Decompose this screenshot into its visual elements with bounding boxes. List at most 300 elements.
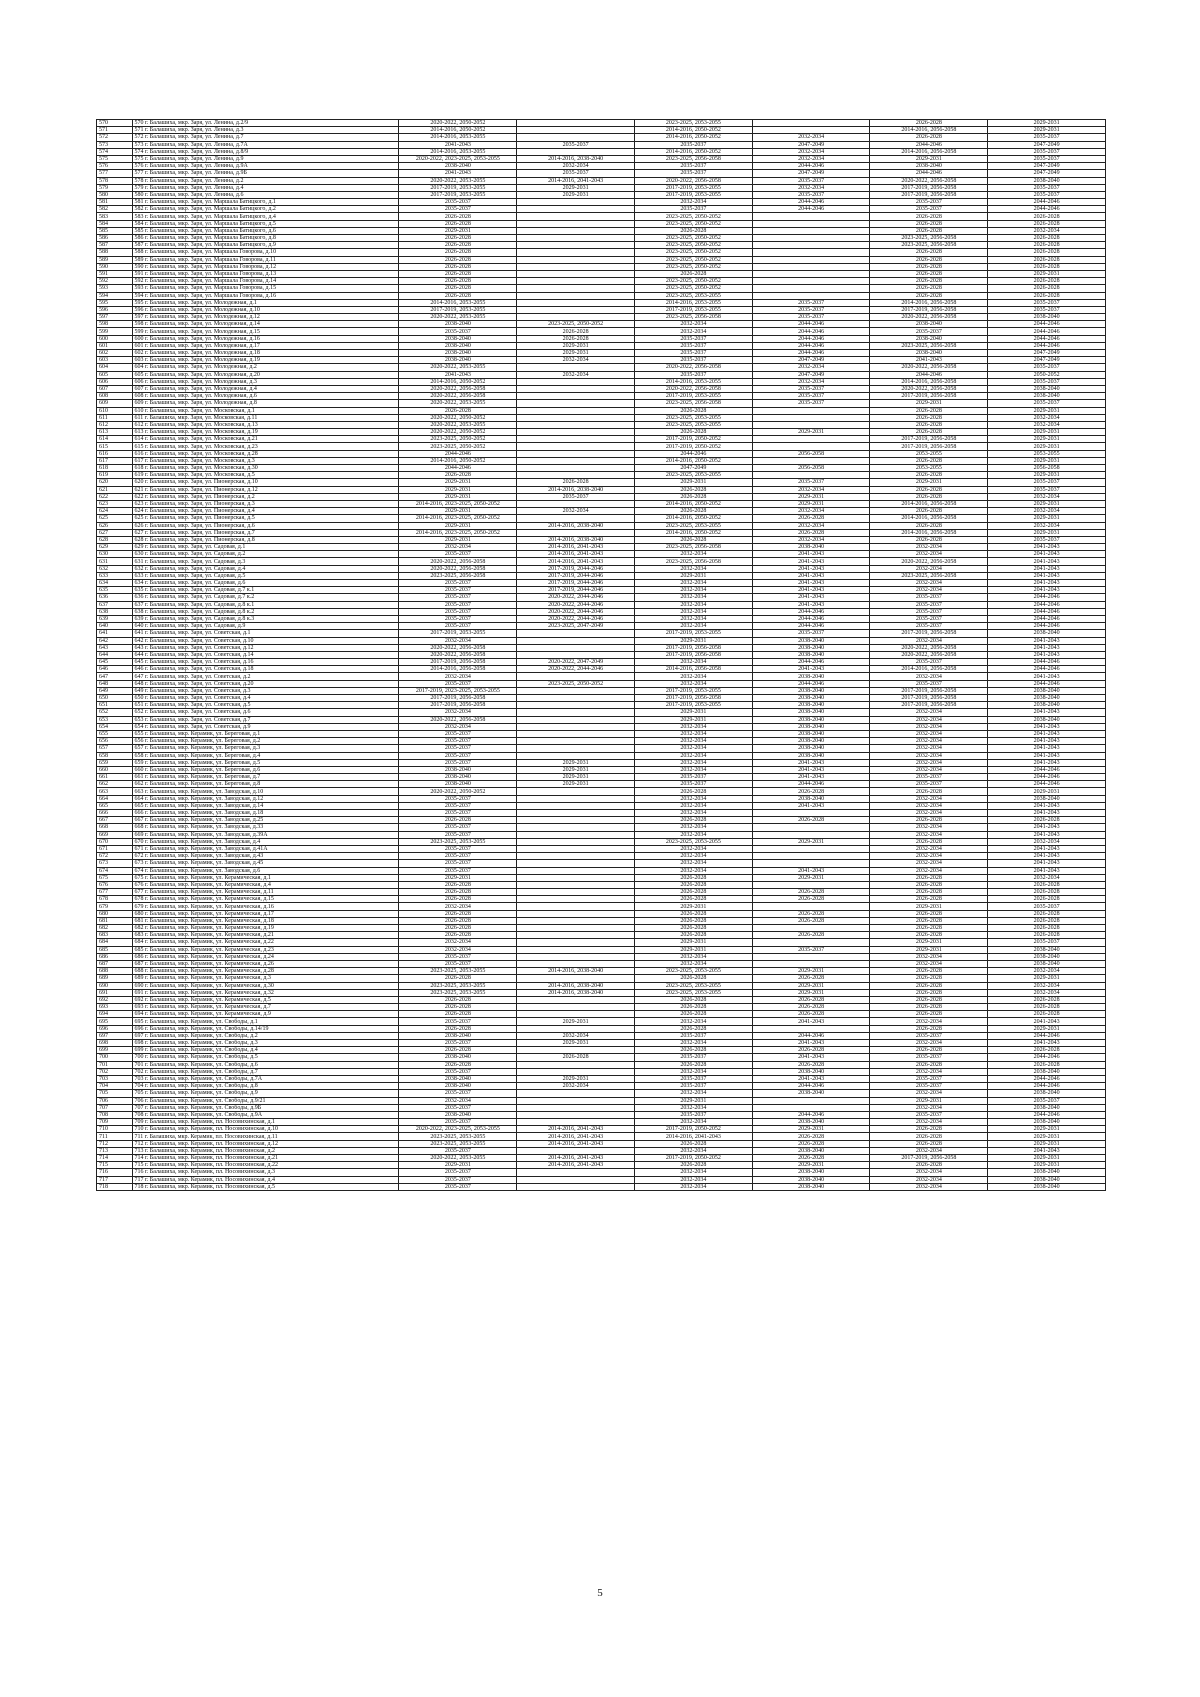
date-cell: 2029-2031 (870, 939, 988, 946)
date-cell: 2044-2046 (752, 321, 870, 328)
date-cell: 2041-2043 (988, 551, 1106, 558)
date-cell: 2038-2040 (752, 637, 870, 644)
date-cell: 2035-2037 (870, 659, 988, 666)
date-cell (752, 472, 870, 479)
table-row (97, 845, 1106, 852)
table-row (97, 544, 1106, 551)
date-cell: 2035-2037 (870, 615, 988, 622)
date-cell (517, 127, 635, 134)
date-cell: 2014-2016, 2056-2058 (634, 666, 752, 673)
date-cell: 2035-2037 (399, 759, 517, 766)
row-number-cell: 713 (97, 1147, 133, 1154)
date-cell: 2017-2019, 2056-2058 (399, 695, 517, 702)
date-cell: 2038-2040 (870, 335, 988, 342)
date-cell: 2032-2034 (752, 184, 870, 191)
date-cell: 2026-2028 (988, 256, 1106, 263)
date-cell (752, 903, 870, 910)
date-cell: 2038-2040 (988, 1169, 1106, 1176)
table-row (97, 817, 1106, 824)
address-cell: 604 г. Балашиха, мкр. Заря, ул. Молодежная, д.2 (132, 364, 399, 371)
date-cell: 2023-2025, 2056-2058 (634, 558, 752, 565)
date-cell: 2014-2016, 2050-2052 (399, 378, 517, 385)
date-cell: 2026-2028 (752, 1047, 870, 1054)
date-cell: 2017-2019, 2056-2058 (870, 443, 988, 450)
row-number-cell: 596 (97, 306, 133, 313)
date-cell (517, 385, 635, 392)
date-cell: 2047-2049 (752, 141, 870, 148)
date-cell (752, 227, 870, 234)
date-cell: 2041-2043 (988, 802, 1106, 809)
date-cell: 2032-2034 (870, 1068, 988, 1075)
date-cell (752, 953, 870, 960)
row-number-cell: 678 (97, 896, 133, 903)
date-cell: 2035-2037 (870, 328, 988, 335)
row-number-cell: 630 (97, 551, 133, 558)
address-cell: 669 г. Балашиха, мкр. Керамик, ул. Заводская, д.39А (132, 831, 399, 838)
row-number-cell: 598 (97, 321, 133, 328)
date-cell: 2035-2037 (870, 1083, 988, 1090)
table-row (97, 155, 1106, 162)
address-cell: 691 г. Балашиха, мкр. Керамик, ул. Керамическая, д.32 (132, 989, 399, 996)
date-cell: 2035-2037 (634, 1054, 752, 1061)
row-number-cell: 679 (97, 903, 133, 910)
row-number-cell: 589 (97, 256, 133, 263)
table-row (97, 608, 1106, 615)
date-cell: 2029-2031 (399, 508, 517, 515)
date-cell: 2035-2037 (634, 371, 752, 378)
date-cell (517, 235, 635, 242)
date-cell: 2038-2040 (399, 1111, 517, 1118)
date-cell: 2032-2034 (634, 328, 752, 335)
date-cell: 2041-2043 (988, 831, 1106, 838)
row-number-cell: 674 (97, 867, 133, 874)
address-cell: 648 г. Балашиха, мкр. Заря, ул. Советская, д.20 (132, 680, 399, 687)
address-cell: 620 г. Балашиха, мкр. Заря, ул. Пионерская, д.10 (132, 479, 399, 486)
date-cell: 2035-2037 (399, 608, 517, 615)
address-cell: 589 г. Балашиха, мкр. Заря, ул. Маршала Говорова, д.11 (132, 256, 399, 263)
date-cell: 2026-2028 (399, 975, 517, 982)
date-cell: 2038-2040 (399, 342, 517, 349)
date-cell: 2035-2037 (752, 314, 870, 321)
table-row (97, 256, 1106, 263)
address-cell: 657 г. Балашиха, мкр. Керамик, ул. Береговая, д.3 (132, 745, 399, 752)
date-cell: 2014-2016, 2053-2055 (634, 378, 752, 385)
address-cell: 655 г. Балашиха, мкр. Керамик, ул. Береговая, д.1 (132, 730, 399, 737)
date-cell: 2026-2028 (870, 220, 988, 227)
date-cell (752, 853, 870, 860)
date-cell: 2035-2037 (399, 1018, 517, 1025)
date-cell (517, 1111, 635, 1118)
date-cell: 2017-2019, 2056-2058 (634, 651, 752, 658)
date-cell: 2017-2019, 2056-2058 (870, 393, 988, 400)
date-cell: 2029-2031 (988, 529, 1106, 536)
date-cell: 2044-2046 (752, 328, 870, 335)
date-cell: 2041-2043 (752, 766, 870, 773)
date-cell: 2044-2046 (399, 450, 517, 457)
date-cell: 2041-2043 (399, 170, 517, 177)
address-cell: 610 г. Балашиха, мкр. Заря, ул. Московская, д.1 (132, 407, 399, 414)
date-cell (752, 824, 870, 831)
date-cell: 2032-2034 (988, 982, 1106, 989)
date-cell: 2032-2034 (870, 745, 988, 752)
date-cell: 2023-2025, 2053-2055 (399, 1140, 517, 1147)
date-cell: 2035-2037 (752, 385, 870, 392)
address-cell: 632 г. Балашиха, мкр. Заря, ул. Садовая, д.4 (132, 565, 399, 572)
table-row (97, 953, 1106, 960)
date-cell (752, 414, 870, 421)
row-number-cell: 716 (97, 1169, 133, 1176)
row-number-cell: 653 (97, 716, 133, 723)
date-cell: 2014-2016, 2041-2043 (517, 544, 635, 551)
table-row (97, 1075, 1106, 1082)
date-cell: 2035-2037 (399, 1119, 517, 1126)
date-cell: 2035-2037 (399, 831, 517, 838)
table-row (97, 709, 1106, 716)
address-cell: 639 г. Балашиха, мкр. Заря, ул. Садовая, д.8 к.3 (132, 615, 399, 622)
date-cell: 2032-2034 (870, 953, 988, 960)
row-number-cell: 708 (97, 1111, 133, 1118)
date-cell: 2041-2043 (752, 774, 870, 781)
date-cell: 2041-2043 (988, 759, 1106, 766)
date-cell: 2014-2016, 2041-2043 (517, 1140, 635, 1147)
date-cell: 2032-2034 (752, 148, 870, 155)
date-cell: 2026-2028 (752, 1004, 870, 1011)
date-cell: 2026-2028 (399, 910, 517, 917)
date-cell: 2029-2031 (988, 457, 1106, 464)
date-cell: 2029-2031 (399, 522, 517, 529)
row-number-cell: 637 (97, 601, 133, 608)
date-cell: 2044-2046 (988, 1054, 1106, 1061)
table-row (97, 1133, 1106, 1140)
table-row (97, 630, 1106, 637)
table-row (97, 781, 1106, 788)
table-row (97, 903, 1106, 910)
date-cell: 2026-2028 (870, 285, 988, 292)
date-cell: 2029-2031 (634, 939, 752, 946)
address-cell: 667 г. Балашиха, мкр. Керамик, ул. Заводская, д.25 (132, 817, 399, 824)
date-cell: 2035-2037 (634, 774, 752, 781)
address-cell: 686 г. Балашиха, мкр. Керамик, ул. Керамическая, д.24 (132, 953, 399, 960)
address-cell: 717 г. Балашиха, мкр. Керамик, пл. Носовихинская, д.4 (132, 1176, 399, 1183)
table-row (97, 407, 1106, 414)
address-cell: 623 г. Балашиха, мкр. Заря, ул. Пионерская, д.3 (132, 500, 399, 507)
table-row (97, 314, 1106, 321)
date-cell: 2023-2025, 2050-2052 (634, 285, 752, 292)
date-cell: 2044-2046 (752, 1111, 870, 1118)
row-number-cell: 677 (97, 889, 133, 896)
row-number-cell: 680 (97, 910, 133, 917)
date-cell: 2014-2016, 2038-2040 (517, 155, 635, 162)
date-cell: 2026-2028 (634, 1011, 752, 1018)
date-cell: 2035-2037 (752, 177, 870, 184)
date-cell: 2026-2028 (634, 407, 752, 414)
date-cell: 2014-2016, 2050-2052 (634, 529, 752, 536)
address-cell: 659 г. Балашиха, мкр. Керамик, ул. Береговая, д.5 (132, 759, 399, 766)
address-cell: 603 г. Балашиха, мкр. Заря, ул. Молодежная, д.19 (132, 357, 399, 364)
row-number-cell: 610 (97, 407, 133, 414)
date-cell: 2035-2037 (988, 903, 1106, 910)
row-number-cell: 649 (97, 687, 133, 694)
date-cell: 2035-2037 (988, 536, 1106, 543)
date-cell: 2029-2031 (517, 342, 635, 349)
date-cell: 2014-2016, 2038-2040 (517, 486, 635, 493)
date-cell (517, 206, 635, 213)
date-cell (517, 889, 635, 896)
date-cell: 2032-2034 (634, 199, 752, 206)
date-cell: 2026-2028 (634, 996, 752, 1003)
row-number-cell: 626 (97, 522, 133, 529)
address-cell: 682 г. Балашиха, мкр. Керамик, ул. Керамическая, д.19 (132, 925, 399, 932)
row-number-cell: 669 (97, 831, 133, 838)
row-number-cell: 712 (97, 1140, 133, 1147)
row-number-cell: 668 (97, 824, 133, 831)
date-cell: 2026-2028 (988, 249, 1106, 256)
date-cell: 2026-2028 (870, 457, 988, 464)
date-cell: 2017-2019, 2053-2055 (399, 630, 517, 637)
date-cell: 2035-2037 (399, 615, 517, 622)
date-cell: 2029-2031 (988, 788, 1106, 795)
date-cell (517, 443, 635, 450)
address-cell: 650 г. Балашиха, мкр. Заря, ул. Советская, д.4 (132, 695, 399, 702)
table-row (97, 831, 1106, 838)
address-cell: 711 г. Балашиха, мкр. Керамик, пл. Носовихинская, д.11 (132, 1133, 399, 1140)
date-cell: 2026-2028 (988, 213, 1106, 220)
date-cell (517, 673, 635, 680)
table-row (97, 853, 1106, 860)
table-row (97, 393, 1106, 400)
date-cell (517, 1119, 635, 1126)
date-cell: 2026-2028 (634, 788, 752, 795)
date-cell (517, 364, 635, 371)
date-cell (517, 256, 635, 263)
date-cell: 2026-2028 (752, 515, 870, 522)
date-cell: 2035-2037 (634, 163, 752, 170)
date-cell: 2026-2028 (870, 975, 988, 982)
address-cell: 586 г. Балашиха, мкр. Заря, ул. Маршала Батицкого, д.8 (132, 235, 399, 242)
table-row (97, 235, 1106, 242)
date-cell: 2035-2037 (399, 601, 517, 608)
date-cell (517, 716, 635, 723)
address-cell: 642 г. Балашиха, мкр. Заря, ул. Советская, д.10 (132, 637, 399, 644)
table-row (97, 1169, 1106, 1176)
date-cell: 2056-2058 (752, 465, 870, 472)
date-cell (517, 515, 635, 522)
date-cell: 2041-2043 (988, 651, 1106, 658)
date-cell: 2032-2034 (399, 946, 517, 953)
date-cell (752, 845, 870, 852)
date-cell: 2038-2040 (988, 687, 1106, 694)
date-cell: 2041-2043 (752, 1040, 870, 1047)
date-cell: 2029-2031 (517, 781, 635, 788)
row-number-cell: 642 (97, 637, 133, 644)
date-cell: 2026-2028 (870, 522, 988, 529)
date-cell: 2026-2028 (870, 256, 988, 263)
table-row (97, 400, 1106, 407)
date-cell: 2032-2034 (634, 1104, 752, 1111)
date-cell (517, 120, 635, 127)
date-cell: 2044-2046 (399, 465, 517, 472)
date-cell: 2041-2043 (752, 565, 870, 572)
address-cell: 575 г. Балашиха, мкр. Заря, ул. Ленина, д.9 (132, 155, 399, 162)
address-cell: 643 г. Балашиха, мкр. Заря, ул. Советская, д.12 (132, 644, 399, 651)
row-number-cell: 670 (97, 838, 133, 845)
date-cell: 2044-2046 (870, 170, 988, 177)
date-cell: 2023-2025, 2050-2052 (634, 256, 752, 263)
date-cell: 2020-2022, 2056-2058 (399, 385, 517, 392)
row-number-cell: 705 (97, 1090, 133, 1097)
table-row (97, 572, 1106, 579)
row-number-cell: 644 (97, 651, 133, 658)
date-cell: 2032-2034 (988, 227, 1106, 234)
date-cell: 2038-2040 (399, 357, 517, 364)
date-cell: 2014-2016, 2050-2052 (399, 457, 517, 464)
date-cell: 2029-2031 (870, 903, 988, 910)
date-cell: 2041-2043 (988, 1147, 1106, 1154)
date-cell: 2035-2037 (752, 630, 870, 637)
date-cell: 2023-2025, 2053-2055 (634, 472, 752, 479)
date-cell: 2017-2019, 2053-2055 (399, 184, 517, 191)
date-cell: 2035-2037 (870, 206, 988, 213)
row-number-cell: 699 (97, 1047, 133, 1054)
row-number-cell: 714 (97, 1155, 133, 1162)
date-cell: 2020-2022, 2053-2055 (399, 421, 517, 428)
date-cell: 2041-2043 (988, 558, 1106, 565)
date-cell: 2032-2034 (399, 673, 517, 680)
row-number-cell: 639 (97, 615, 133, 622)
date-cell: 2026-2028 (517, 335, 635, 342)
table-row (97, 213, 1106, 220)
address-cell: 695 г. Балашиха, мкр. Керамик, ул. Свободы, д.1 (132, 1018, 399, 1025)
date-cell (517, 1025, 635, 1032)
date-cell (517, 644, 635, 651)
date-cell: 2032-2034 (752, 522, 870, 529)
table-row (97, 515, 1106, 522)
date-cell: 2026-2028 (634, 874, 752, 881)
table-row (97, 364, 1106, 371)
table-row (97, 680, 1106, 687)
table-row (97, 996, 1106, 1003)
address-cell: 574 г. Балашиха, мкр. Заря, ул. Ленина, д.8/9 (132, 148, 399, 155)
date-cell: 2035-2037 (752, 299, 870, 306)
date-cell: 2032-2034 (870, 1090, 988, 1097)
date-cell: 2032-2034 (988, 508, 1106, 515)
date-cell: 2026-2028 (399, 270, 517, 277)
date-cell: 2029-2031 (752, 1162, 870, 1169)
date-cell: 2032-2034 (870, 709, 988, 716)
date-cell: 2020-2022, 2053-2055 (399, 177, 517, 184)
table-row (97, 745, 1106, 752)
table-row (97, 615, 1106, 622)
date-cell: 2014-2016, 2056-2058 (870, 127, 988, 134)
date-cell: 2044-2046 (752, 163, 870, 170)
address-cell: 713 г. Балашиха, мкр. Керамик, пл. Носовихинская, д.2 (132, 1147, 399, 1154)
date-cell: 2029-2031 (752, 500, 870, 507)
date-cell (752, 960, 870, 967)
date-cell: 2032-2034 (870, 810, 988, 817)
row-number-cell: 600 (97, 335, 133, 342)
row-number-cell: 676 (97, 881, 133, 888)
date-cell: 2020-2022, 2056-2058 (870, 651, 988, 658)
date-cell: 2041-2043 (988, 673, 1106, 680)
date-cell: 2047-2049 (988, 357, 1106, 364)
date-cell: 2035-2037 (399, 860, 517, 867)
date-cell: 2026-2028 (870, 788, 988, 795)
address-cell: 656 г. Балашиха, мкр. Керамик, ул. Береговая, д.2 (132, 738, 399, 745)
date-cell (517, 788, 635, 795)
date-cell: 2032-2034 (634, 1090, 752, 1097)
table-row (97, 163, 1106, 170)
date-cell: 2029-2031 (634, 709, 752, 716)
row-number-cell: 717 (97, 1176, 133, 1183)
date-cell: 2020-2022, 2047-2049 (517, 659, 635, 666)
address-cell: 584 г. Балашиха, мкр. Заря, ул. Маршала Батицкого, д.5 (132, 220, 399, 227)
date-cell (752, 213, 870, 220)
date-cell: 2023-2025, 2053-2055 (634, 968, 752, 975)
date-cell: 2035-2037 (634, 141, 752, 148)
row-number-cell: 603 (97, 357, 133, 364)
table-row (97, 1040, 1106, 1047)
date-cell: 2026-2028 (634, 917, 752, 924)
date-cell: 2020-2022, 2023-2025, 2053-2055 (399, 155, 517, 162)
date-cell: 2032-2034 (752, 536, 870, 543)
date-cell: 2014-2016, 2041-2043 (517, 551, 635, 558)
table-row (97, 414, 1106, 421)
date-cell: 2014-2016, 2038-2040 (517, 522, 635, 529)
address-cell: 602 г. Балашиха, мкр. Заря, ул. Молодежная, д.18 (132, 350, 399, 357)
table-row (97, 795, 1106, 802)
date-cell (517, 292, 635, 299)
date-cell: 2038-2040 (988, 953, 1106, 960)
row-number-cell: 578 (97, 177, 133, 184)
table-row (97, 429, 1106, 436)
date-cell: 2035-2037 (988, 1097, 1106, 1104)
address-cell: 640 г. Балашиха, мкр. Заря, ул. Садовая, д.9 (132, 623, 399, 630)
address-cell: 679 г. Балашиха, мкр. Керамик, ул. Керамическая, д.16 (132, 903, 399, 910)
date-cell: 2044-2046 (634, 450, 752, 457)
table-row (97, 472, 1106, 479)
row-number-cell: 606 (97, 378, 133, 385)
table-row (97, 666, 1106, 673)
date-cell: 2038-2040 (399, 1054, 517, 1061)
date-cell: 2032-2034 (399, 1097, 517, 1104)
table-row (97, 249, 1106, 256)
address-cell: 590 г. Балашиха, мкр. Заря, ул. Маршала Говорова, д.12 (132, 263, 399, 270)
date-cell: 2026-2028 (870, 227, 988, 234)
address-cell: 651 г. Балашиха, мкр. Заря, ул. Советская, д.5 (132, 702, 399, 709)
table-row (97, 896, 1106, 903)
address-cell: 710 г. Балашиха, мкр. Керамик, пл. Носовихинская, д.10 (132, 1126, 399, 1133)
date-cell: 2038-2040 (399, 1083, 517, 1090)
table-row (97, 867, 1106, 874)
date-cell: 2026-2028 (870, 925, 988, 932)
date-cell: 2026-2028 (988, 292, 1106, 299)
table-row (97, 1155, 1106, 1162)
date-cell: 2032-2034 (634, 1169, 752, 1176)
row-number-cell: 574 (97, 148, 133, 155)
row-number-cell: 590 (97, 263, 133, 270)
date-cell: 2029-2031 (517, 184, 635, 191)
table-row (97, 580, 1106, 587)
date-cell (752, 1104, 870, 1111)
date-cell: 2035-2037 (399, 953, 517, 960)
table-row (97, 227, 1106, 234)
date-cell: 2032-2034 (634, 759, 752, 766)
address-cell: 628 г. Балашиха, мкр. Заря, ул. Пионерская, д.8 (132, 536, 399, 543)
date-cell: 2023-2025, 2053-2055 (399, 838, 517, 845)
table-row (97, 1147, 1106, 1154)
date-cell (517, 802, 635, 809)
row-number-cell: 651 (97, 702, 133, 709)
